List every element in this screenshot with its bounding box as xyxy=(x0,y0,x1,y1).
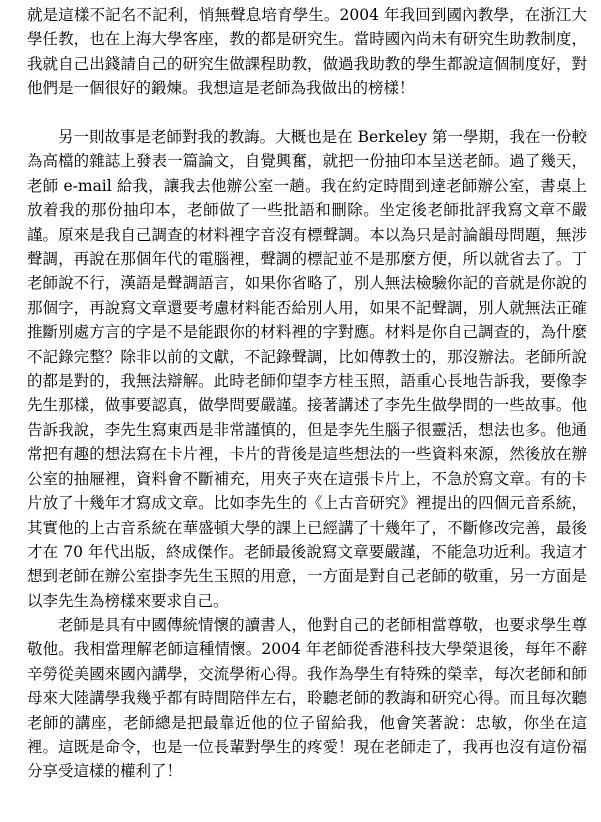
paragraph-1: 就是這樣不記名不記利，悄無聲息培育學生。2004 年我回到國內教學，在浙江大學任教，也在上海大學客座，教的都是研究生。當時國內尚未有研究生助教制度，我就自己出錢請自己的研究生做課程助教，做過我助教的學生都說這個制度好，對他們是一個很好的鍛煉。我想這是老師為我做出的榜樣！ xyxy=(27,6,587,98)
paragraph-2: 另一則故事是老師對我的教誨。大概也是在 Berkeley 第一學期，我在一份較為高檔的雜誌上發表一篇論文，自覺興奮，就把一份抽印本呈送老師。過了幾天，老師 e-mail 給我，讓我去他辦公室一趟。我在約定時間到達老師辦公室，書桌上放着我的那份抽印本，老師做了一些批語和刪除。坐定後老師批評我寫文章不嚴謹。原來是我自己調查的材料裡字音沒有標聲調。本以為只是討論韻母問題，無涉聲調，再說在那個年代的電腦裡，聲調的標記並不是那麼方便，所以就省去了。丁老師說不行，漢語是聲調語言，如果你省略了，別人無法檢驗你記的音就是你說的那個字，再說寫文章還要考慮材料能否給別人用，如果不記聲調，別人就無法正確推斷別處方言的字是不是能跟你的材料裡的字對應。材料是你自己調查的，為什麼不記錄完整？除非以前的文獻，不記錄聲調，比如傳教士的，那沒辦法。老師所說的都是對的，我無法辯解。此時老師仰望李方桂玉照，語重心長地告訴我，要像李先生那樣，做事要認真，做學問要嚴謹。接著講述了李先生做學問的一些故事。他告訴我說，李先生寫東西是非常謹慎的，但是李先生腦子很靈活，想法也多。他通常把有趣的想法寫在卡片裡，卡片的背後是這些想法的一些資料來源，然後放在辦公室的抽屜裡，資料會不斷補充，用夾子夾在這張卡片上，不急於寫文章。有的卡片放了十幾年才寫成文章。比如李先生的《上古音研究》裡提出的四個元音系統，其實他的上古音系統在華盛頓大學的課上已經講了十幾年了，不斷修改完善，最後才在 70 年代出版，終成傑作。老師最後說寫文章要嚴謹，不能急功近利。我這才想到老師在辦公室掛李先生玉照的用意，一方面是對自己老師的敬重，另一方面是以李先生為榜樣來要求自己。 xyxy=(27,128,587,610)
paragraph-3: 老師是具有中國傳統情懷的讀書人，他對自己的老師相當尊敬，也要求學生尊敬他。我相當理解老師這種情懷。2004 年老師從香港科技大學榮退後，每年不辭辛勞從美國來國內講學，交流學術心得。我作為學生有特殊的榮幸，每次老師和師母來大陸講學我幾乎都有時間陪伴左右，聆聽老師的教誨和研究心得。而且每次聽老師的講座，老師總是把最靠近他的位子留給我，他會笑著說：忠敏，你坐在這裡。這既是命令，也是一位長輩對學生的疼愛！現在老師走了，我再也沒有這份福分享受這樣的權利了！ xyxy=(27,616,587,781)
